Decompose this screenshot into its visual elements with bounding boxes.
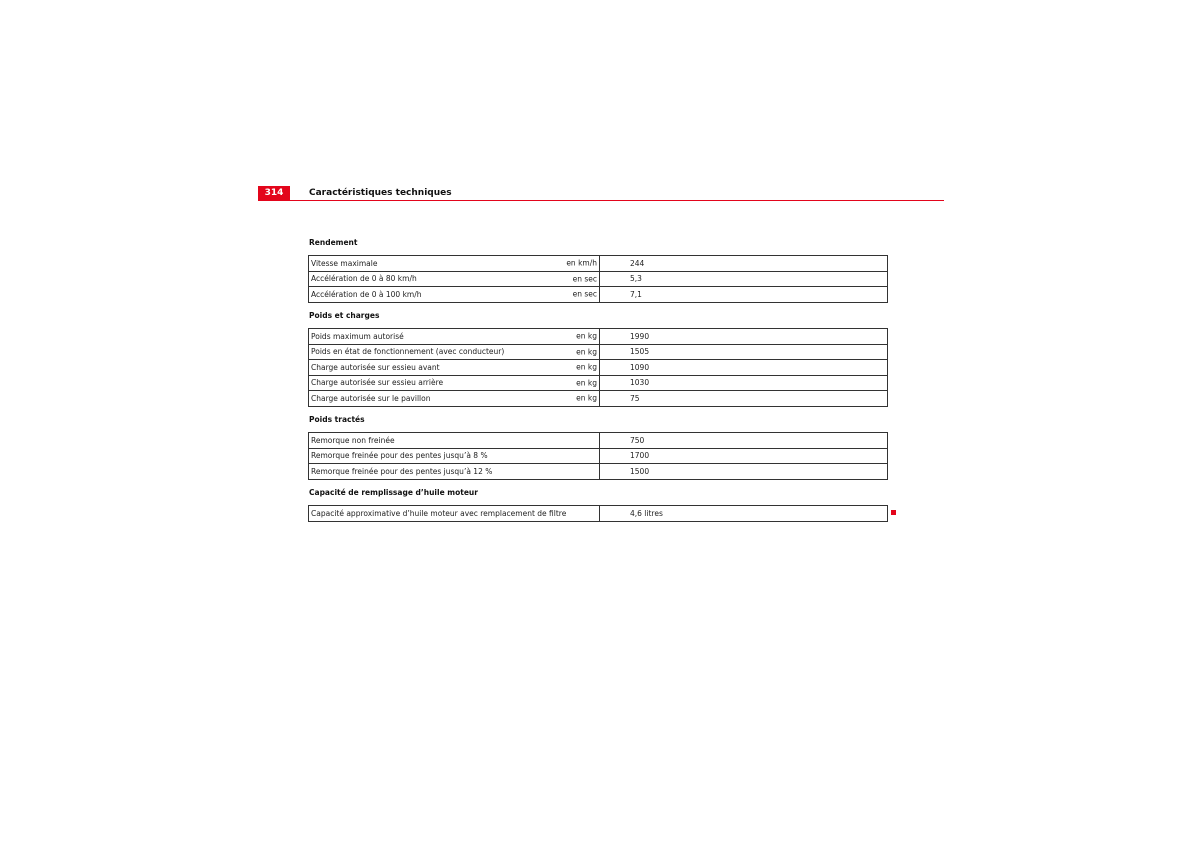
row-value: 750 (600, 433, 888, 449)
row-value: 1500 (600, 464, 888, 480)
row-unit: en kg (576, 362, 597, 372)
row-unit: en km/h (566, 258, 597, 268)
row-unit: en kg (576, 378, 597, 388)
row-value: 1030 (600, 375, 888, 391)
table-rendement (308, 255, 888, 303)
table-row (309, 506, 888, 522)
table-row (309, 391, 888, 407)
page-header (258, 186, 944, 201)
row-value: 1090 (600, 360, 888, 376)
row-value: 4,6 litres (600, 506, 888, 522)
row-value: 1700 (600, 448, 888, 464)
row-value: 1990 (600, 329, 888, 345)
table-row (309, 464, 888, 480)
row-unit: en sec (572, 289, 597, 299)
table-row (309, 287, 888, 303)
table-row (309, 271, 888, 287)
table-row (309, 360, 888, 376)
row-unit: en kg (576, 347, 597, 357)
row-unit: en kg (576, 331, 597, 341)
row-value: 75 (600, 391, 888, 407)
table-row (309, 256, 888, 272)
row-label: Poids maximum autorisé (311, 331, 404, 341)
section-title-huile-moteur: Capacité de remplissage d’huile moteur (309, 488, 478, 497)
table-row (309, 329, 888, 345)
table-poids-tractes (308, 432, 888, 480)
page-number: 314 (258, 186, 290, 201)
table-row (309, 433, 888, 449)
row-unit: en sec (572, 274, 597, 284)
table-poids-charges (308, 328, 888, 407)
row-label: Accélération de 0 à 80 km/h (311, 274, 417, 284)
section-title-poids-tractes: Poids tractés (309, 415, 365, 424)
row-label: Remorque non freinée (311, 435, 395, 445)
row-label: Accélération de 0 à 100 km/h (311, 289, 422, 299)
table-row (309, 344, 888, 360)
row-label: Poids en état de fonctionnement (avec conducteur) (311, 347, 505, 357)
row-label: Capacité approximative d’huile moteur avec remplacement de filtre (311, 508, 567, 518)
page-title: Caractéristiques techniques (309, 188, 452, 198)
row-label: Remorque freinée pour des pentes jusqu’à 12 % (311, 466, 493, 476)
section-end-marker (891, 510, 896, 515)
header-rule (290, 200, 944, 201)
row-value: 7,1 (600, 287, 888, 303)
row-value: 5,3 (600, 271, 888, 287)
row-label: Vitesse maximale (311, 258, 378, 268)
section-title-rendement: Rendement (309, 238, 358, 247)
row-label: Charge autorisée sur le pavillon (311, 393, 431, 403)
table-row (309, 448, 888, 464)
row-label: Charge autorisée sur essieu avant (311, 362, 440, 372)
table-huile-moteur (308, 505, 888, 522)
row-unit: en kg (576, 393, 597, 403)
row-value: 1505 (600, 344, 888, 360)
row-label: Charge autorisée sur essieu arrière (311, 378, 444, 388)
row-label: Remorque freinée pour des pentes jusqu’à 8 % (311, 451, 488, 461)
row-value: 244 (600, 256, 888, 272)
section-title-poids-charges: Poids et charges (309, 311, 380, 320)
table-row (309, 375, 888, 391)
